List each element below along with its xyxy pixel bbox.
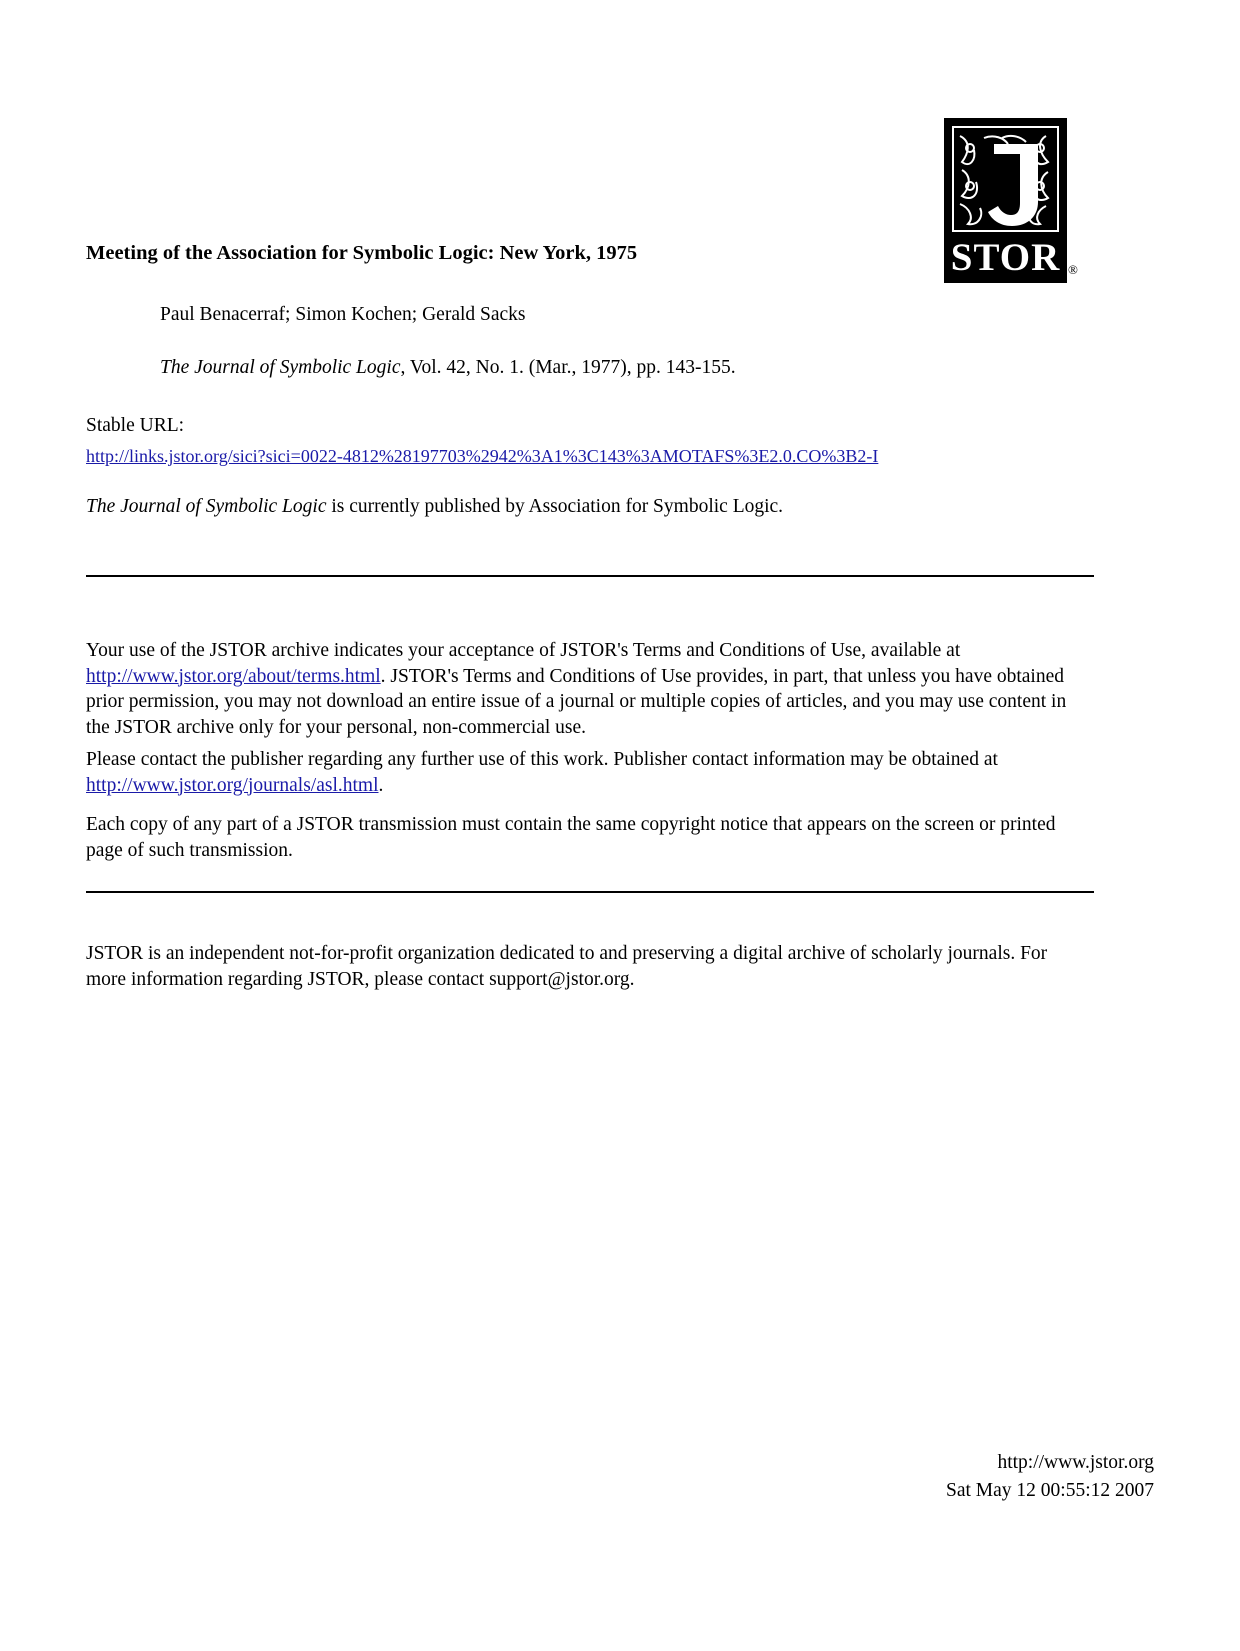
- article-citation: [160, 355, 1060, 381]
- publisher-text: is currently published by Association for Symbolic Logic.: [326, 496, 784, 517]
- registered-mark: ®: [1068, 262, 1078, 277]
- article-title: Meeting of the Association for Symbolic Logic: New York, 1975: [86, 242, 638, 264]
- page-footer: [654, 1449, 1154, 1505]
- terms-paragraph: [86, 638, 1086, 740]
- publisher-statement: [86, 494, 1046, 520]
- terms-text-2: . JSTOR's Terms and Conditions of Use provides, in part, that unless you have obtained prior permission, you may not download an entire issue of a journal or multiple copies of articles, and you may use content in the JSTOR archive only for your personal, non-commercial use.: [86, 665, 1067, 738]
- contact-link[interactable]: http://www.jstor.org/journals/asl.html: [86, 774, 379, 796]
- about-jstor-paragraph: JSTOR is an independent not-for-profit organization dedicated to and preserving a digital archive of scholarly journals. For more information regarding JSTOR, please contact support@jstor.org.: [86, 943, 1048, 990]
- contact-paragraph: [86, 747, 1086, 798]
- citation-details: , Vol. 42, No. 1. (Mar., 1977), pp. 143-155.: [400, 357, 736, 378]
- publisher-journal-name: The Journal of Symbolic Logic: [86, 496, 327, 517]
- divider-top: [86, 575, 1094, 577]
- article-authors: Paul Benacerraf; Simon Kochen; Gerald Sacks: [160, 304, 526, 325]
- footer-url: http://www.jstor.org: [997, 1452, 1154, 1473]
- terms-link[interactable]: http://www.jstor.org/about/terms.html: [86, 665, 381, 687]
- stable-url-link[interactable]: http://links.jstor.org/sici?sici=0022-4812%28197703%2942%3A1%3C143%3AMOTAFS%3E2.0.CO%3B2-I: [86, 446, 879, 466]
- contact-text-1: Please contact the publisher regarding any further use of this work. Publisher contact information may be obtained at: [86, 749, 998, 770]
- footer-timestamp: Sat May 12 00:55:12 2007: [946, 1480, 1154, 1501]
- jstor-logo: [944, 118, 1078, 288]
- copyright-paragraph: Each copy of any part of a JSTOR transmission must contain the same copyright notice that appears on the screen or printed page of such transmission.: [86, 814, 1056, 861]
- citation-journal-name: The Journal of Symbolic Logic: [160, 357, 401, 378]
- stable-url-label: Stable URL:: [86, 415, 185, 436]
- terms-text-1: Your use of the JSTOR archive indicates your acceptance of JSTOR's Terms and Conditions of Use, available at: [86, 640, 961, 661]
- ornamental-j-icon: [950, 124, 1061, 234]
- divider-bottom: [86, 891, 1094, 893]
- jstor-wordmark: STOR: [950, 236, 1061, 279]
- contact-text-2: .: [378, 774, 384, 796]
